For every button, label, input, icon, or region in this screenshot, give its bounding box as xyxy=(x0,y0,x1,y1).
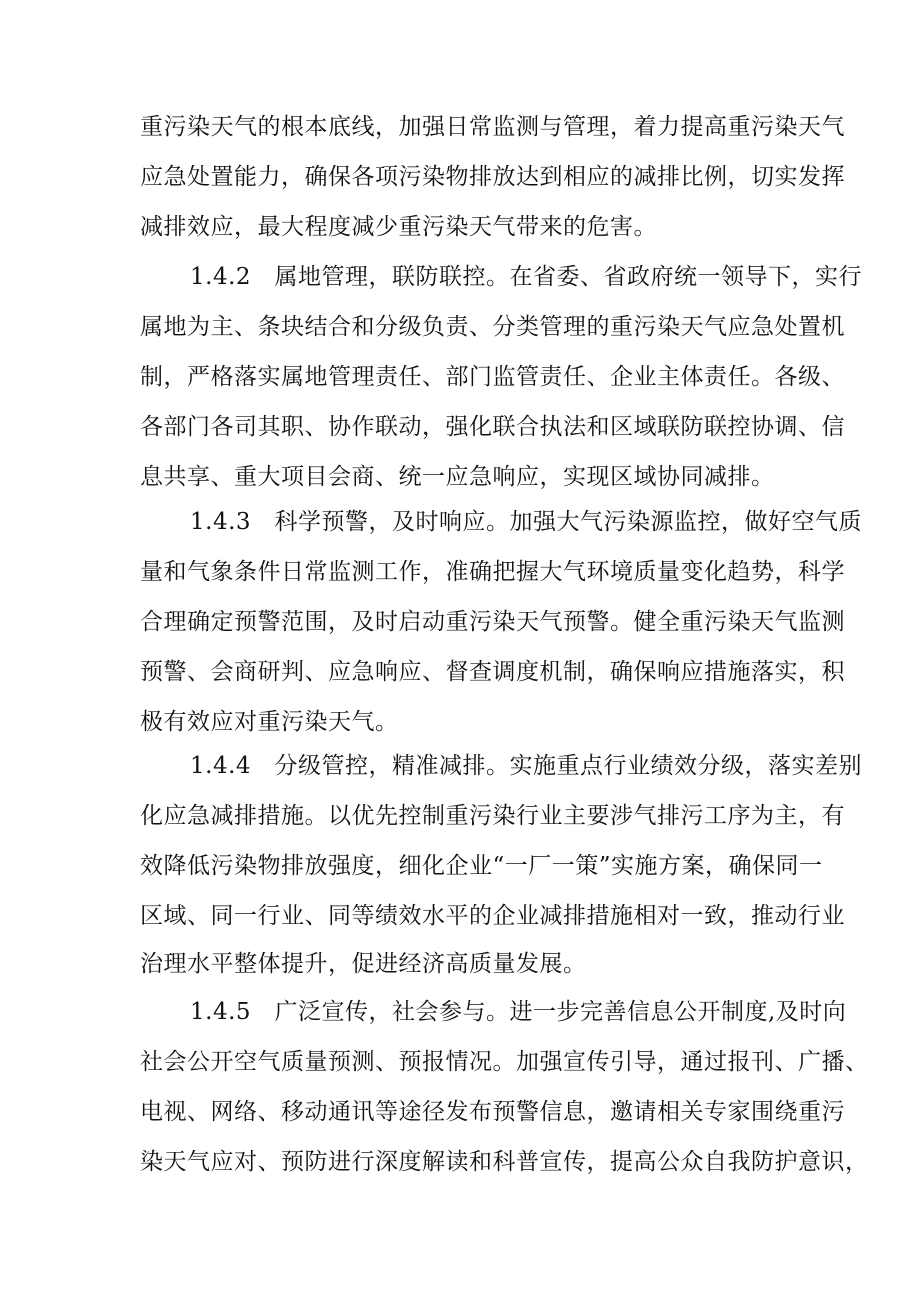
text-line: 量和气象条件日常监测工作，准确把握大气环境质量变化趋势，科学 xyxy=(140,559,845,585)
text-line: 属地为主、条块结合和分级负责、分类管理的重污染天气应急处置机 xyxy=(140,314,845,340)
text-line: 合理确定预警范围，及时启动重污染天气预警。健全重污染天气监测 xyxy=(140,609,845,635)
text-line: 1.4.3 科学预警，及时响应。加强大气污染源监控，做好空气质 xyxy=(190,509,862,535)
text-line: 社会公开空气质量预测、预报情况。加强宣传引导，通过报刊、广播、 xyxy=(140,1049,869,1075)
text-line: 减排效应，最大程度减少重污染天气带来的危害。 xyxy=(140,214,657,240)
text-line: 区域、同一行业、同等绩效水平的企业减排措施相对一致，推动行业 xyxy=(140,903,845,929)
text-line: 效降低污染物排放强度，细化企业“一厂一策”实施方案，确保同一 xyxy=(140,853,823,879)
text-line: 息共享、重大项目会商、统一应急响应，实现区域协同减排。 xyxy=(140,464,775,490)
text-line: 制，严格落实属地管理责任、部门监管责任、企业主体责任。各级、 xyxy=(140,364,845,390)
text-line: 治理水平整体提升，促进经济高质量发展。 xyxy=(140,951,587,977)
text-line: 预警、会商研判、应急响应、督查调度机制，确保响应措施落实，积 xyxy=(140,659,845,685)
text-line: 应急处置能力，确保各项污染物排放达到相应的减排比例，切实发挥 xyxy=(140,164,845,190)
text-line: 1.4.5 广泛宣传，社会参与。进一步完善信息公开制度,及时向 xyxy=(190,999,847,1025)
text-line: 染天气应对、预防进行深度解读和科普宣传，提高公众自我防护意识， xyxy=(140,1149,869,1175)
text-line: 1.4.2 属地管理，联防联控。在省委、省政府统一领导下，实行 xyxy=(190,264,862,290)
text-line: 化应急减排措施。以优先控制重污染行业主要涉气排污工序为主，有 xyxy=(140,803,845,829)
text-line: 极有效应对重污染天气。 xyxy=(140,709,399,735)
text-line: 电视、网络、移动通讯等途径发布预警信息，邀请相关专家围绕重污 xyxy=(140,1099,845,1125)
text-line: 各部门各司其职、协作联动，强化联合执法和区域联防联控协调、信 xyxy=(140,414,845,440)
text-line: 1.4.4 分级管控，精准减排。实施重点行业绩效分级，落实差别 xyxy=(190,753,862,779)
text-line: 重污染天气的根本底线，加强日常监测与管理，着力提高重污染天气 xyxy=(140,114,845,140)
